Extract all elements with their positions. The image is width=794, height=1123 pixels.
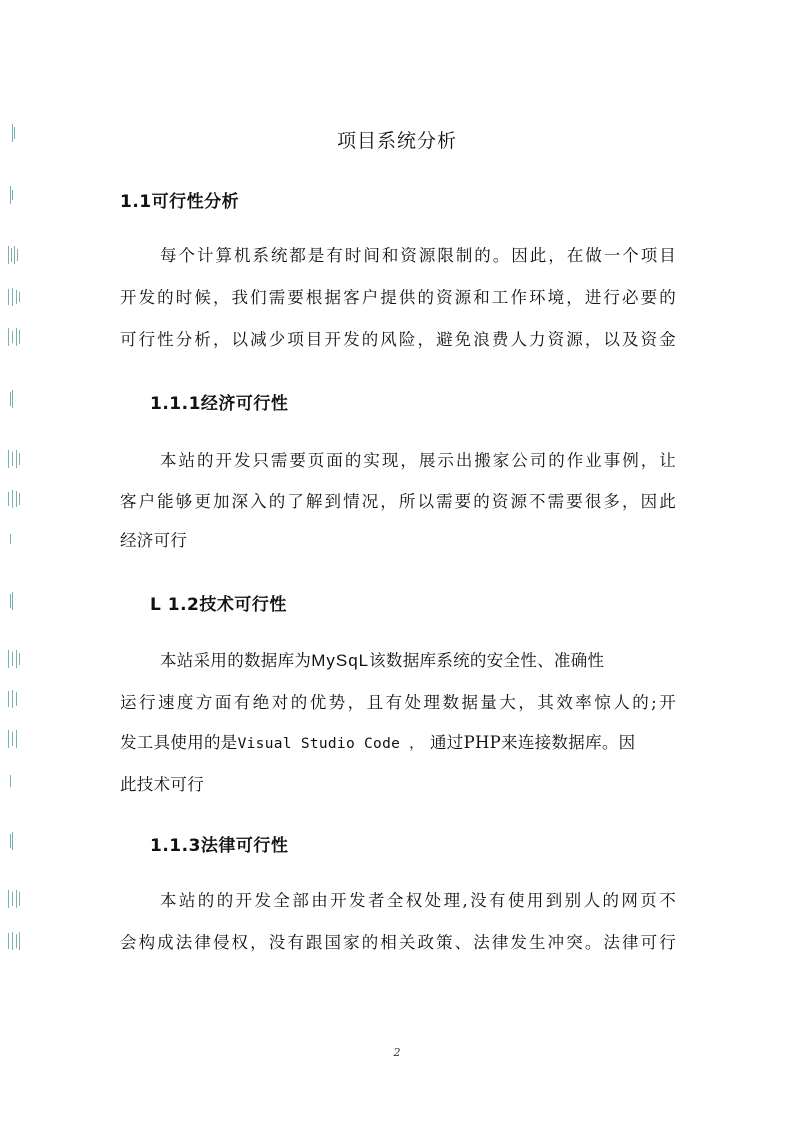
page-title: 项目系统分析 [336, 130, 457, 152]
margin-marker [4, 932, 22, 950]
margin-marker [4, 530, 22, 548]
paragraph-line: 每个计算机系统都是有时间和资源限制的。因此，在做一个项目 [160, 246, 676, 265]
paragraph-line: 此技术可行 [120, 775, 204, 794]
text-span: MySqL [311, 651, 370, 670]
section-heading: 1.1可行性分析 [120, 192, 240, 212]
paragraph-line: 经济可行 [120, 531, 188, 550]
margin-marker [4, 592, 22, 610]
margin-marker [4, 186, 22, 204]
margin-marker [4, 390, 22, 408]
subsection-heading-technical: L 1.2技术可行性 [150, 595, 287, 615]
margin-marker [4, 730, 22, 748]
paragraph-line: 开发的时候，我们需要根据客户提供的资源和工作环境，进行必要的 [120, 288, 676, 307]
margin-marker [4, 650, 22, 668]
paragraph-line: 本站的的开发全部由开发者全权处理,没有使用到别人的网页不 [160, 891, 676, 910]
paragraph-line: 运行速度方面有绝对的优势，且有处理数据量大，其效率惊人的;开 [120, 693, 676, 712]
text-span: 发工具使用的是 [120, 733, 238, 752]
margin-marker [4, 772, 22, 790]
margin-marker [4, 690, 22, 708]
paragraph-line: 会构成法律侵权，没有跟国家的相关政策、法律发生冲突。法律可行 [120, 933, 676, 952]
text-span: 本站采用的数据库为 [160, 651, 312, 670]
margin-marker [4, 288, 22, 306]
text-span: 通过PHP来连接数据库。因 [429, 733, 636, 752]
margin-marker [4, 328, 22, 346]
paragraph-line: 客户能够更加深入的了解到情况，所以需要的资源不需要很多，因此 [120, 492, 676, 511]
margin-marker [4, 490, 22, 508]
paragraph-line [120, 732, 676, 755]
page-number: 2 [393, 1046, 401, 1059]
margin-marker [4, 246, 22, 264]
margin-marker [4, 832, 22, 850]
margin-marker [4, 450, 22, 468]
paragraph-line: 本站的开发只需要页面的实现，展示出搬家公司的作业事例，让 [160, 451, 676, 470]
paragraph-line [160, 650, 676, 672]
subsection-heading-economic: 1.1.1经济可行性 [150, 394, 289, 414]
subsection-heading-legal: 1.1.3法律可行性 [150, 836, 289, 856]
paragraph-line: 可行性分析，以减少项目开发的风险，避免浪费人力资源，以及资金 [120, 330, 676, 349]
margin-marker [4, 890, 22, 908]
text-span: Visual Studio Code ， [237, 736, 424, 752]
text-span: 该数据库系统的安全性、准确性 [369, 651, 605, 670]
